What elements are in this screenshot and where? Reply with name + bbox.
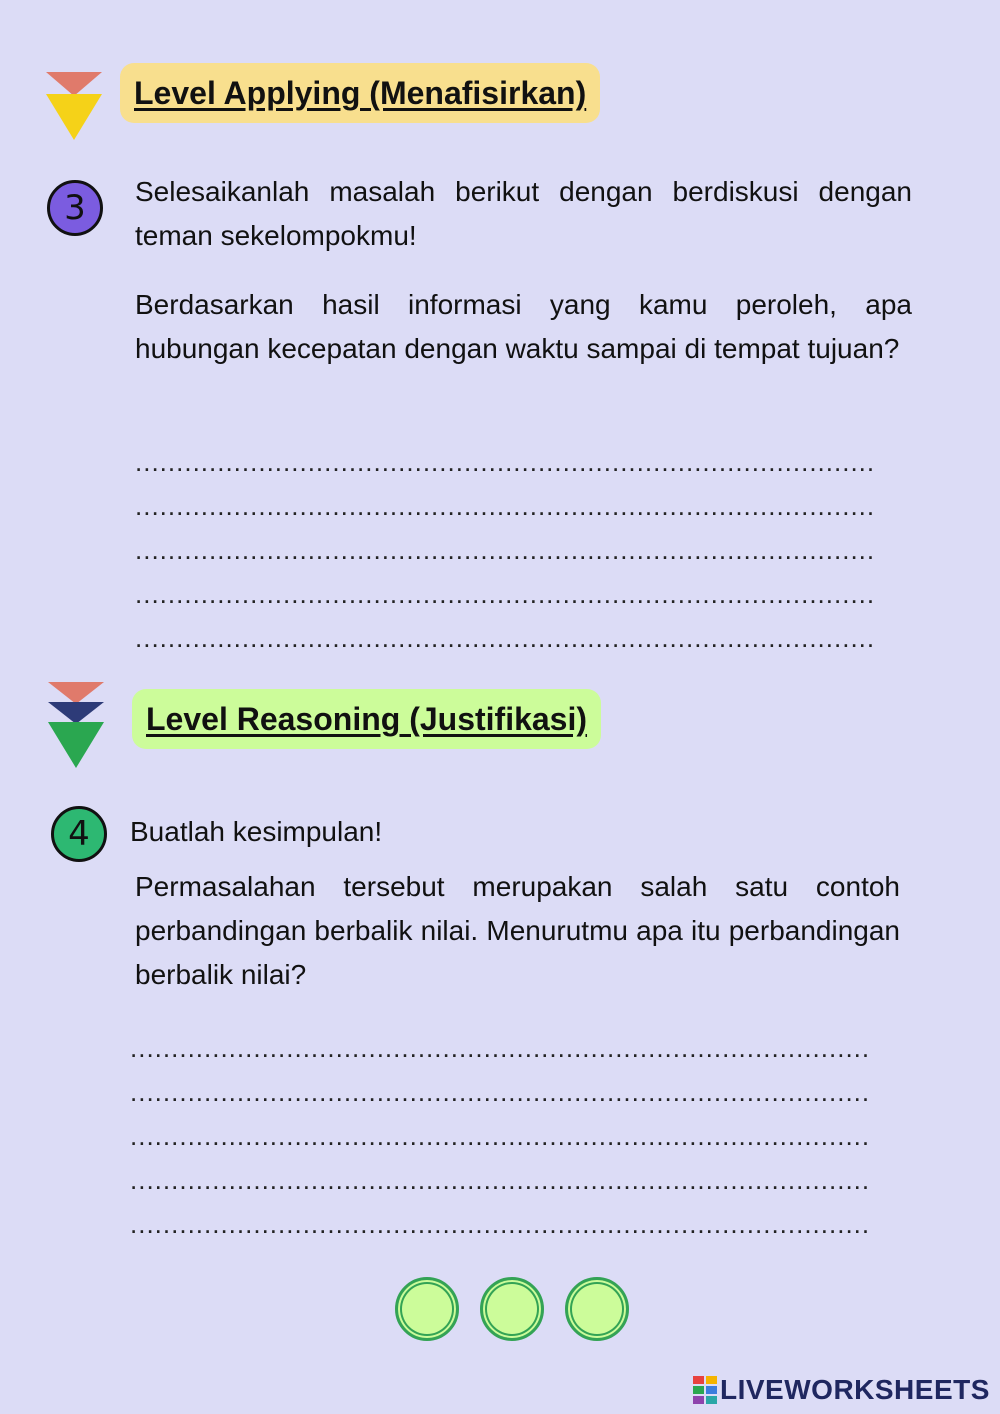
answer-line[interactable]: .......................................................................................... <box>130 1033 871 1063</box>
answer-line[interactable]: .......................................................................................... <box>135 491 876 521</box>
answer-line[interactable]: .......................................................................................... <box>135 623 876 653</box>
answer-line[interactable]: .......................................................................................... <box>130 1077 871 1107</box>
answer-line[interactable]: .......................................................................................... <box>135 535 876 565</box>
answer-line[interactable]: .......................................................................................... <box>135 447 876 477</box>
answer-line[interactable]: .......................................................................................... <box>130 1165 871 1195</box>
level-triangles-icon <box>44 70 104 142</box>
question-number-badge: 4 <box>51 806 107 862</box>
section-heading: Level Reasoning (Justifikasi) <box>132 689 601 749</box>
liveworksheets-logo <box>693 1374 990 1406</box>
nav-circle-button[interactable] <box>480 1277 544 1341</box>
logo-text: LIVEWORKSHEETS <box>720 1374 990 1405</box>
instruction-text: Selesaikanlah masalah berikut dengan berdiskusi dengan teman sekelompokmu! <box>135 176 912 251</box>
question-text: Berdasarkan hasil informasi yang kamu peroleh, apa hubungan kecepatan dengan waktu sampai di tempat tujuan? <box>135 289 912 364</box>
answer-line[interactable]: .......................................................................................... <box>130 1121 871 1151</box>
question-number-badge: 3 <box>47 180 103 236</box>
level-triangles-icon <box>46 680 106 770</box>
answer-area[interactable] <box>130 1026 902 1246</box>
answer-area[interactable] <box>135 440 910 660</box>
answer-line[interactable]: .......................................................................................... <box>135 579 876 609</box>
instruction-text: Buatlah kesimpulan! <box>130 816 383 847</box>
logo-mark-icon <box>693 1376 717 1404</box>
question-text: Permasalahan tersebut merupakan salah satu contoh perbandingan berbalik nilai. Menurutmu apa itu perbandingan berbalik nilai? <box>135 871 900 990</box>
answer-line[interactable]: .......................................................................................... <box>130 1209 871 1239</box>
nav-circle-button[interactable] <box>565 1277 629 1341</box>
nav-circle-button[interactable] <box>395 1277 459 1341</box>
section-heading: Level Applying (Menafisirkan) <box>120 63 600 123</box>
